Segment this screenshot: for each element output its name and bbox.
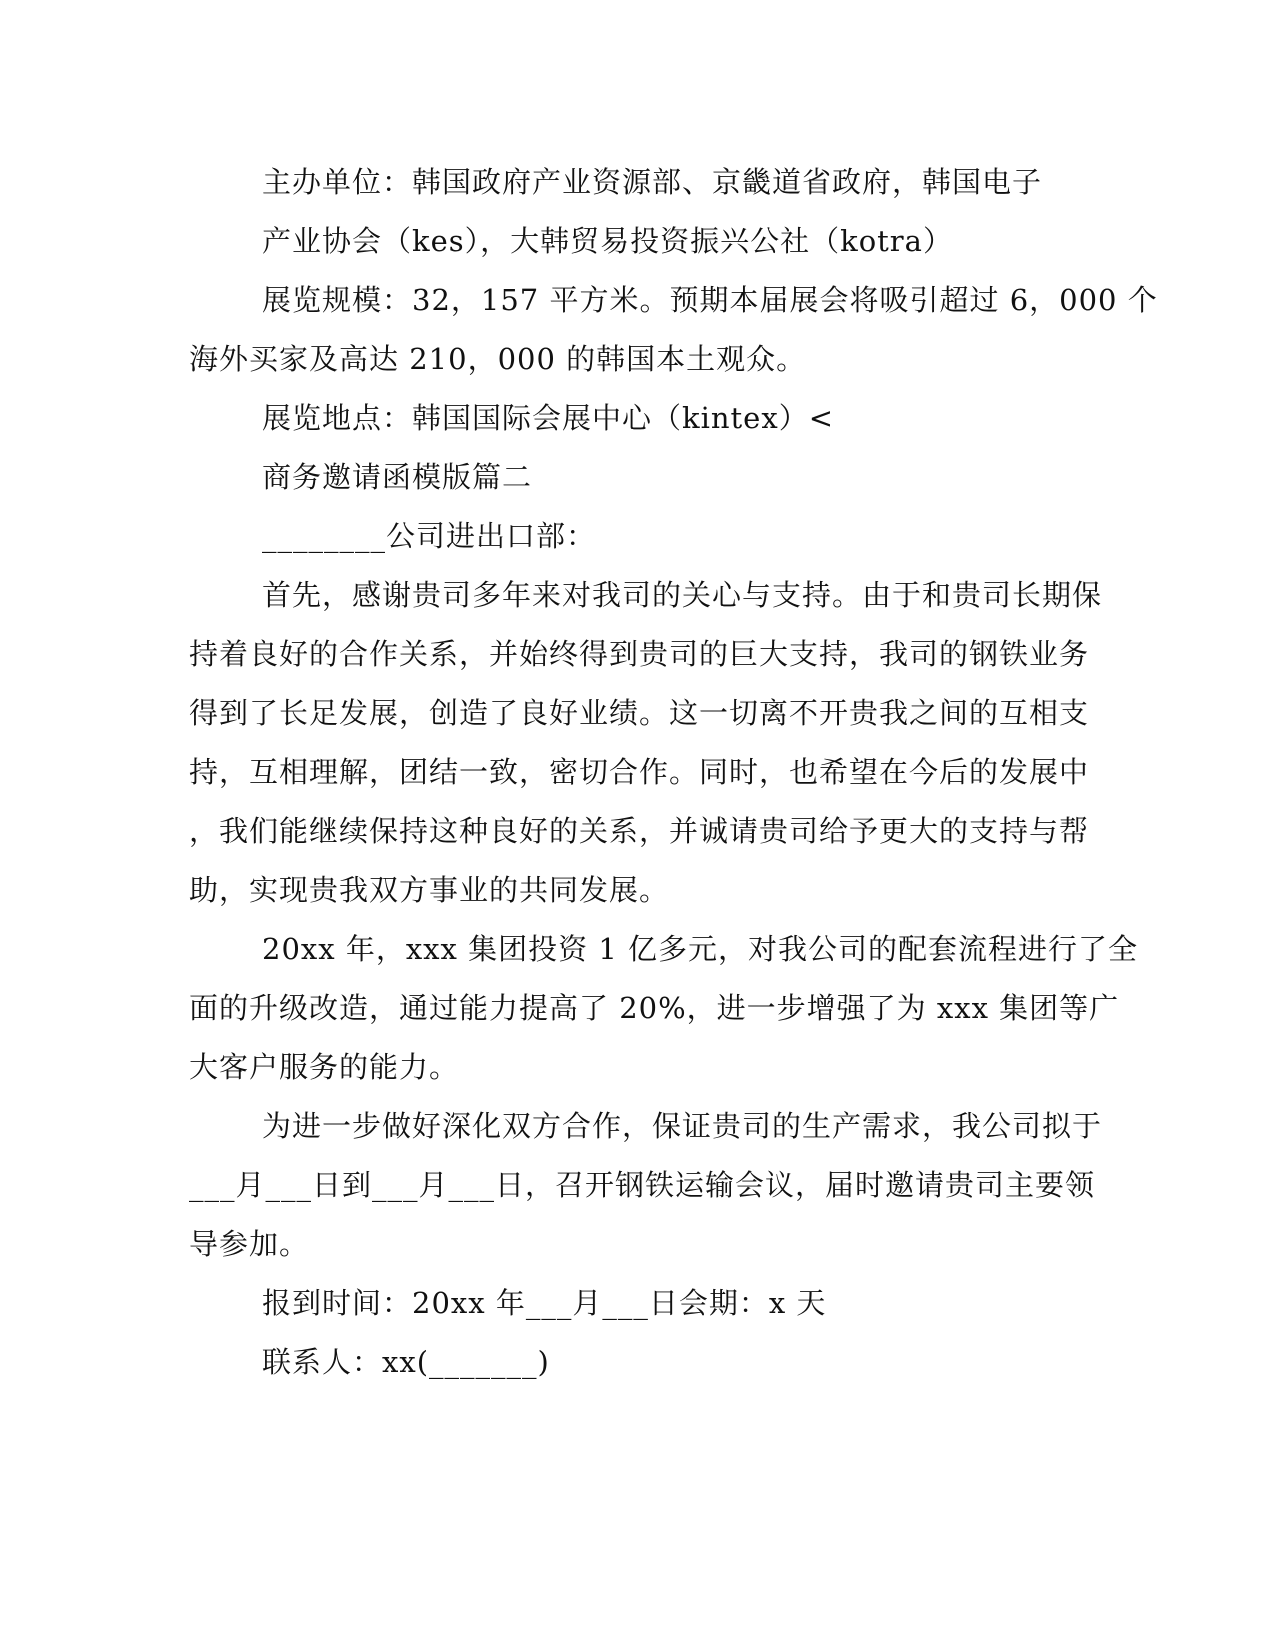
organizer-line-2: 产业协会（kes），大韩贸易投资振兴公社（kotra） <box>262 224 953 258</box>
registration-line: 报到时间：20xx 年___月___日会期：x 天 <box>262 1286 827 1320</box>
paragraph-2-line-1: 20xx 年，xxx 集团投资 1 亿多元，对我公司的配套流程进行了全 <box>262 932 1139 966</box>
section-title: 商务邀请函模版篇二 <box>262 460 533 494</box>
paragraph-3-line-2: ___月___日到___月___日，召开钢铁运输会议，届时邀请贵司主要领 <box>189 1168 1096 1202</box>
paragraph-1-line-2: 持着良好的合作关系，并始终得到贵司的巨大支持，我司的钢铁业务 <box>189 637 1090 671</box>
salutation: ________公司进出口部： <box>262 519 597 553</box>
contact-line: 联系人：xx(_______) <box>262 1345 550 1379</box>
paragraph-2-line-2: 面的升级改造，通过能力提高了 20%，进一步增强了为 xxx 集团等广 <box>189 991 1120 1025</box>
venue-line: 展览地点：韩国国际会展中心（kintex）< <box>262 401 834 435</box>
paragraph-1-line-6: 助，实现贵我双方事业的共同发展。 <box>189 873 670 907</box>
paragraph-3-line-3: 导参加。 <box>189 1227 310 1261</box>
paragraph-1-line-1: 首先，感谢贵司多年来对我司的关心与支持。由于和贵司长期保 <box>262 578 1103 612</box>
paragraph-3-line-1: 为进一步做好深化双方合作，保证贵司的生产需求，我公司拟于 <box>262 1109 1103 1143</box>
paragraph-1-line-3: 得到了长足发展，创造了良好业绩。这一切离不开贵我之间的互相支 <box>189 696 1090 730</box>
organizer-line-1: 主办单位：韩国政府产业资源部、京畿道省政府，韩国电子 <box>262 165 1043 199</box>
paragraph-1-line-5: ，我们能继续保持这种良好的关系，并诚请贵司给予更大的支持与帮 <box>189 814 1090 848</box>
paragraph-1-line-4: 持，互相理解，团结一致，密切合作。同时，也希望在今后的发展中 <box>189 755 1090 789</box>
scale-line-1: 展览规模：32，157 平方米。预期本届展会将吸引超过 6，000 个 <box>262 283 1158 317</box>
scale-line-2: 海外买家及高达 210，000 的韩国本土观众。 <box>189 342 807 376</box>
paragraph-2-line-3: 大客户服务的能力。 <box>189 1050 460 1084</box>
